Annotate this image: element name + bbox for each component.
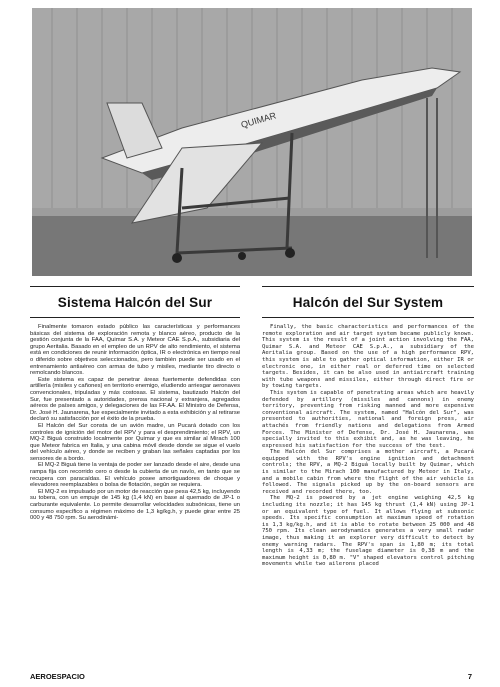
page-footer [30,672,472,681]
paragraph: This system is capable of penetrating areas which are heavily defended by artillery (missiles and cannons) in enemy territory, preventing from risking manned and more expensive conventional aircraft. The system, named "Halcón del Sur", was presented to authorities, national and foreign press, air attachés from friendly nations and delegations from Armed Forces. The Minister of Defense, Dr. José H. Jaunarena, was specially invited to this exhibit and, as he was leaving, he expressed his satisfaction for the success of the test. [262,389,474,449]
paragraph: El MQ-2 es impulsado por un motor de reacción que pesa 42,5 kg, incluyendo su tobera, con un empuje de 145 kg (1,4 kN) en base al quemado de JP-1 o carburante equivalente. Lo permite desarrollar velocidades subsónicas, tiene un consumo específico a régimen máximo de 1,3 kg/kg.h, y puede girar entre 25 000 y 48 750 rpm. Su aerodinámi- [30,488,240,522]
paragraph: Finalmente tomaron estado público las características y performances básicas del sistema de exploración remota y blanco aéreo, producto de la gestión conjunta de la FAA, Quimar S.A. y Meteor CAE S.p.A., subsidiaria del grupo Aeritalia. Basado en el empleo de un RPV de alto rendimiento, el sistema está en condiciones de reunir información óptica, IR o electrónica en tiempo real o diferido sobre objetivos seleccionados, pero también puede ser usado en el entrenamiento antiaéreo con armas de tubo y misiles, mediante tiro directo o remolcando blancos. [30,324,240,377]
spanish-body [30,324,240,522]
spanish-column [30,286,240,522]
rpv-photo [32,8,472,276]
english-title: Halcón del Sur System [262,286,474,318]
rpv-on-stand-illustration [32,8,472,276]
paragraph: El MQ-2 Biguá tiene la ventaja de poder ser lanzado desde el aire, desde una rampa fija con recorrido cero o desde la cubierta de un navío, en tanto que se recupera con paracaídas. El vehículo posee amortiguadores de choque y elevadores reemplazables o bolsa de flotación, según se requiera. [30,462,240,489]
magazine-name: AEROESPACIO [30,672,85,681]
english-body [262,324,474,568]
aircraft-marking: QUIMAR [239,110,278,130]
paragraph: El Halcón del Sur consta de un avión madre, un Pucará dotado con los controles de ignición del motor del RPV y para el desprendimiento; el RPV, un MQ-2 Biguá construido localmente por Quimar y que es similar al Mirach 100 que Meteor fabrica en Italia, y una cabina móvil desde donde se sigue el vuelo del vehículo aéreo, y donde se reciben y graban las señales captadas por los sensores de a bordo. [30,422,240,462]
paragraph: Este sistema es capaz de penetrar áreas fuertemente defendidas con artillería (misiles y cañones) en territorio enemigo, eludiendo arriesgar aeronaves convencionales, tripuladas y más costosas. El sistema, bautizado Halcón del Sur, fue presentado a autoridades, prensa nacional y extranjera, agregados aéreos de países amigos, y delegaciones de las FF.AA. El Ministro de Defensa, Dr. José H. Jaunarena, fue especialmente invitado a esta exhibición y al retirarse declaró su satisfacción por el éxito de la prueba. [30,376,240,423]
english-column [262,286,474,568]
paragraph: The Halcón del Sur comprises a mother aircraft, a Pucará equipped with the RPV's engine ignition and detachment controls; the RPV, a MQ-2 Biguá locally built by Quimar, which is similar to the Mirach 100 manufactured by Meteor in Italy, and a mobile cabin from where the flight of the air vehicle is followed. The signals picked up by the on-board sensors are received and recorded there, too. [262,449,474,495]
paragraph: The MQ-2 is powered by a jet engine weighing 42,5 kg including its nozzle; it has 145 kg thrust (1,4 kN) using JP-1 or an equivalent type of fuel. It allows flying at subsonic speeds. Its specific consumption at maximum speed of rotation is 1,3 kg/kg.h, and it is able to rotate between 25 000 and 48 750 rpm. Its clean aerodynamics generates a very small radar image, thus making it an explorer very difficult to detect by enemy warning radars. The RPV's span is 1,80 m; its total length is 4,33 m; the fuselage diameter is 0,38 m and the maximum height is 0,80 m. "V" shaped elevators control pitching movements while two ailerons placed [262,495,474,568]
spanish-title: Sistema Halcón del Sur [30,286,240,318]
page-number: 7 [467,672,472,681]
paragraph: Finally, the basic characteristics and performances of the remote exploration and air target system became publicly known. This system is the result of a joint action involving the FAA, Quimar S.A. and Meteor CAE S.p.A., a subsidiary of the Aeritalia group. Based on the use of a high performance RPV, this system is able to gather optical information, either IR or electronic one, in either real or deferred time on selected targets. Besides, it can be also used in antiaircraft training with tube weapons and missiles, either through direct fire or by towing targets. [262,324,474,390]
